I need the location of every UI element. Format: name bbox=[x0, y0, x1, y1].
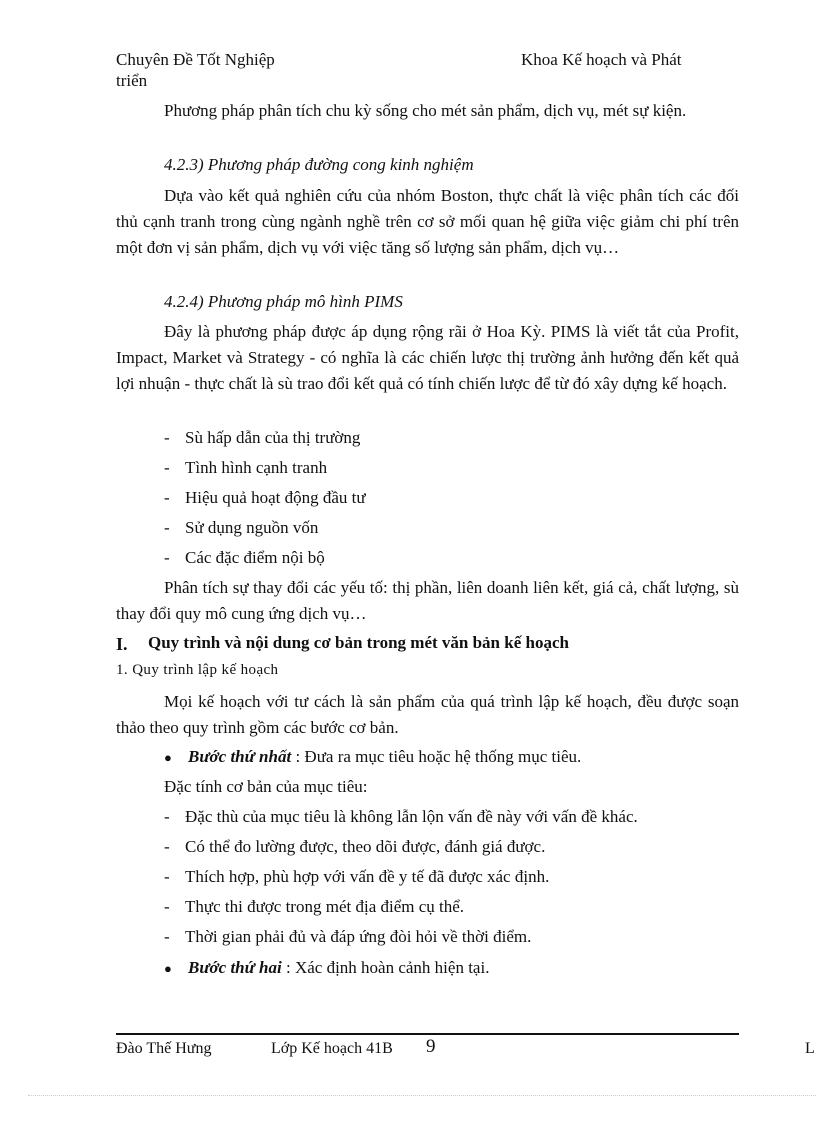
step-two bbox=[164, 958, 489, 978]
bullet-icon: ● bbox=[164, 750, 172, 765]
page-boundary bbox=[28, 1095, 816, 1096]
footer-class: Lớp Kế hoạch 41B bbox=[271, 1040, 393, 1057]
section-subtitle: 1. Quy trình lập kế hoạch bbox=[116, 662, 279, 678]
step-one-label: Bước thứ nhất bbox=[188, 747, 292, 766]
list-item: - Thực thi được trong mét địa điểm cụ thể. bbox=[164, 897, 465, 916]
list-item: - Các đặc điểm nội bộ bbox=[164, 548, 325, 567]
footer-author: Đào Thế Hưng bbox=[116, 1040, 212, 1057]
dash-icon: - bbox=[164, 458, 170, 477]
list-item: - Có thể đo lường được, theo dõi được, đánh giá được. bbox=[164, 837, 546, 856]
header-right: Khoa Kế hoạch và Phát bbox=[521, 50, 682, 69]
header-left: Chuyên Đề Tốt Nghiệp bbox=[116, 50, 275, 69]
section-numeral: I. bbox=[116, 634, 128, 654]
subheading-experience-curve: 4.2.3) Phương pháp đường cong kinh nghiệm bbox=[164, 155, 474, 174]
list-item: - Thích hợp, phù hợp với vấn đề y tế đã được xác định. bbox=[164, 867, 550, 886]
step-one bbox=[164, 747, 581, 767]
paragraph-planning: Mọi kế hoạch với tư cách là sản phẩm của quá trình lập kế hoạch, đều được soạn thảo theo quy trình gồm các bước cơ bản. bbox=[116, 692, 739, 737]
list-item: - Sù hấp dẫn của thị trường bbox=[164, 428, 361, 447]
step-one-text: : Đưa ra mục tiêu hoặc hệ thống mục tiêu. bbox=[291, 747, 582, 766]
list-item: - Sử dụng nguồn vốn bbox=[164, 518, 319, 537]
paragraph-pims: Đây là phương pháp được áp dụng rộng rãi ở Hoa Kỳ. PIMS là viết tắt của Profit, Impact, Market và Strategy - có nghĩa là các chiến lược thị trường ảnh hưởng đến kết quả lợi nhuận - thực chất là sù trao đổi kết quả có tính chiến lược để từ đó xây dựng kế hoạch. bbox=[116, 322, 739, 393]
dash-icon: - bbox=[164, 927, 170, 946]
list-item: - Tình hình cạnh tranh bbox=[164, 458, 328, 477]
section-title: Quy trình và nội dung cơ bản trong mét văn bản kế hoạch bbox=[148, 633, 569, 652]
list-item: - Hiệu quả hoạt động đầu tư bbox=[164, 488, 366, 507]
footer-rule bbox=[116, 1033, 739, 1035]
dash-icon: - bbox=[164, 837, 170, 856]
list-item: - Đặc thù của mục tiêu là không lẫn lộn vấn đề này với vấn đề khác. bbox=[164, 807, 638, 826]
dash-icon: - bbox=[164, 548, 170, 567]
dash-icon: - bbox=[164, 867, 170, 886]
dash-icon: - bbox=[164, 807, 170, 826]
subheading-pims: 4.2.4) Phương pháp mô hình PIMS bbox=[164, 292, 403, 311]
paragraph-boston: Dựa vào kết quả nghiên cứu của nhóm Boston, thực chất là việc phân tích các đối thủ cạnh tranh trong cùng ngành nghề trên cơ sở mối quan hệ giữa việc giảm chi phí trên một đơn vị sản phẩm, dịch vụ với việc tăng số lượng sản phẩm, dịch vụ… bbox=[116, 186, 739, 257]
paragraph-traits-intro: Đặc tính cơ bản của mục tiêu: bbox=[164, 777, 368, 796]
paragraph-factors: Phân tích sự thay đổi các yếu tố: thị phần, liên doanh liên kết, giá cả, chất lượng, sù thay đổi quy mô cung ứng dịch vụ… bbox=[116, 578, 739, 623]
list-item: - Thời gian phải đủ và đáp ứng đòi hỏi về thời điểm. bbox=[164, 927, 532, 946]
page-number: 9 bbox=[426, 1036, 436, 1057]
step-two-label: Bước thứ hai bbox=[188, 958, 282, 977]
dash-icon: - bbox=[164, 428, 170, 447]
dash-icon: - bbox=[164, 518, 170, 537]
step-two-text: : Xác định hoàn cảnh hiện tại. bbox=[281, 958, 490, 977]
dash-icon: - bbox=[164, 897, 170, 916]
paragraph-lifecycle: Phương pháp phân tích chu kỳ sống cho mét sản phẩm, dịch vụ, mét sự kiện. bbox=[164, 101, 687, 120]
bullet-icon: ● bbox=[164, 961, 172, 976]
header-wrap: triển bbox=[116, 71, 148, 90]
footer-edge-text: L bbox=[805, 1040, 815, 1057]
dash-icon: - bbox=[164, 488, 170, 507]
